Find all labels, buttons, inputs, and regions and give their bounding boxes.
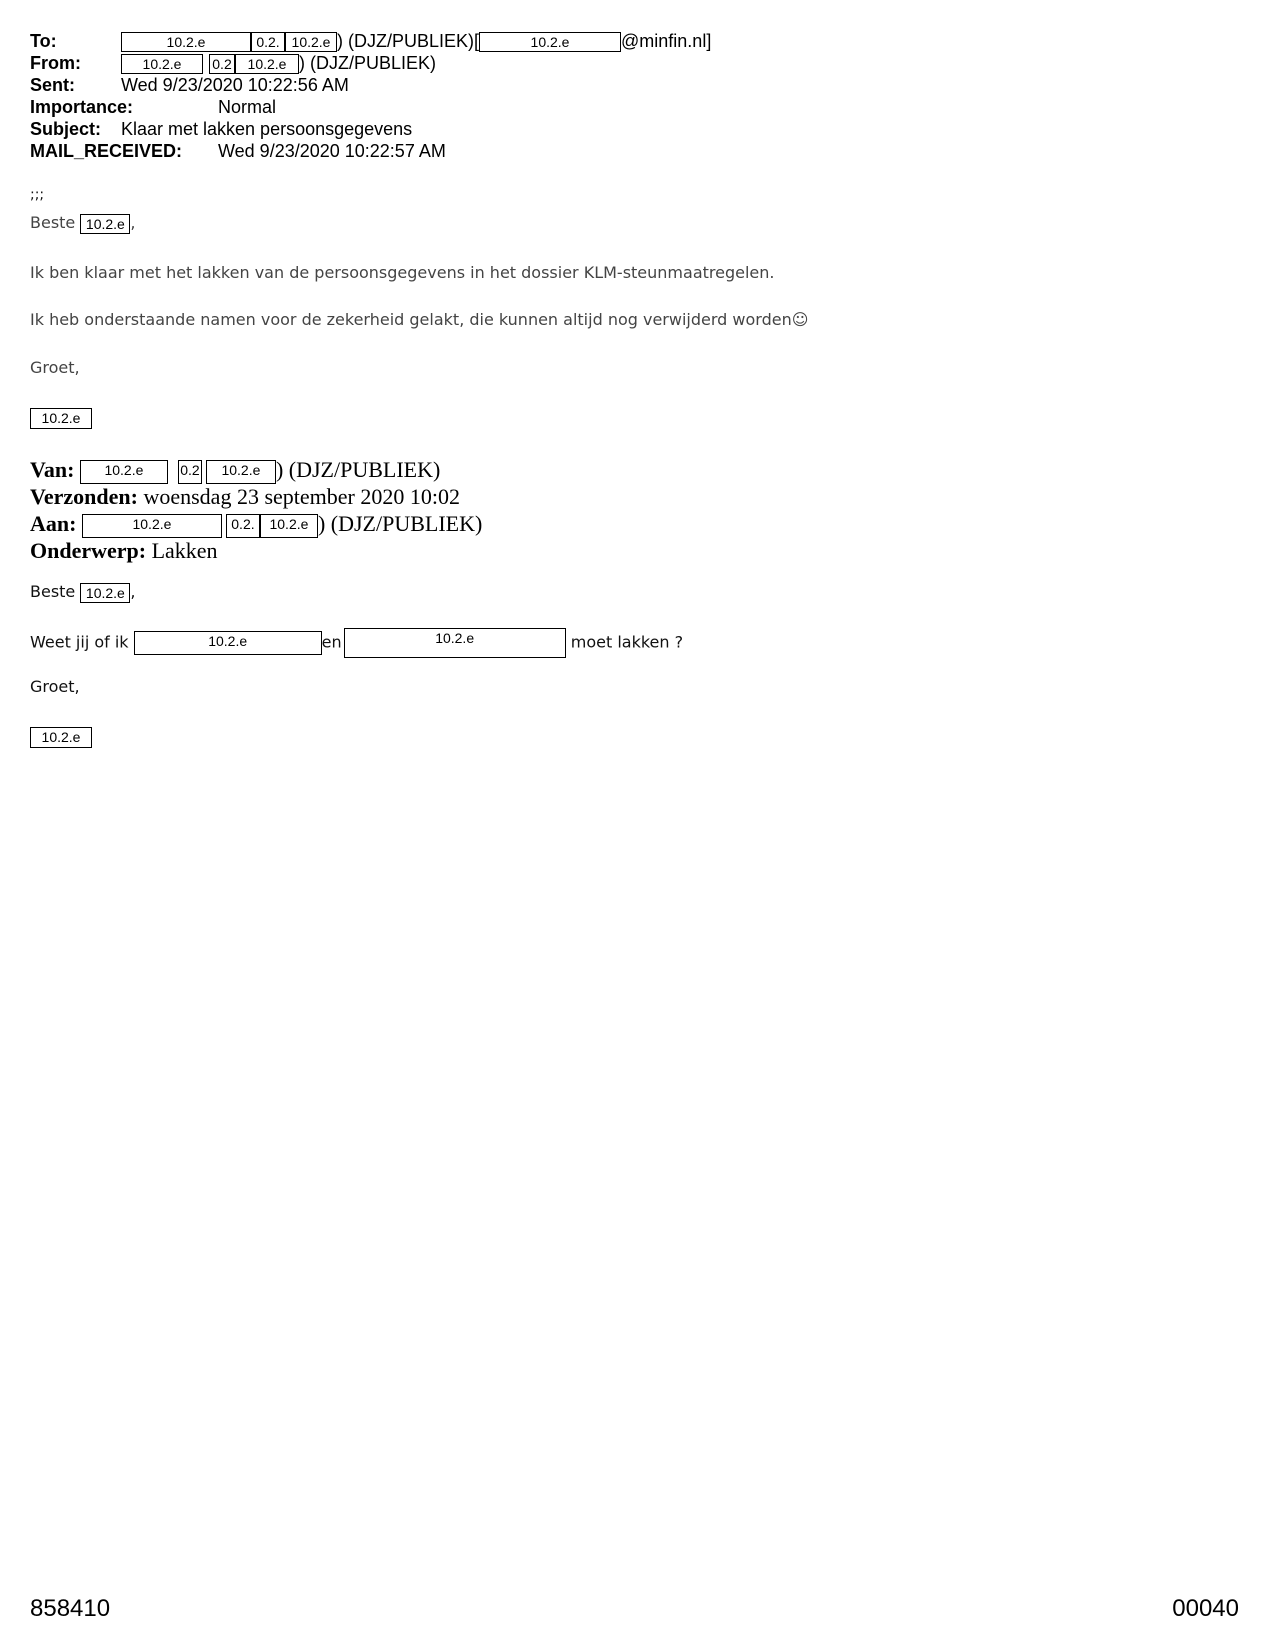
redaction-box: 10.2.e (30, 727, 92, 748)
fwd-closing: Groet, (30, 677, 80, 696)
to-org: ) (DJZ/PUBLIEK)[ (337, 31, 480, 51)
redaction-box: 0.2. (251, 32, 285, 52)
van-row (30, 456, 440, 484)
closing: Groet, (30, 358, 80, 377)
importance-row (30, 96, 276, 118)
van-label: Van: (30, 457, 75, 482)
fwd-greeting-row (30, 582, 135, 603)
redaction-box: 10.2.e (206, 460, 276, 484)
redaction-box: 10.2.e (121, 54, 203, 74)
van-org: ) (DJZ/PUBLIEK) (275, 457, 441, 482)
redaction-box: 10.2.e (134, 631, 322, 655)
fwd-signature-row (30, 727, 92, 748)
aan-label: Aan: (30, 511, 77, 536)
fwd-question-row (30, 628, 683, 658)
fwd-greeting: Beste (30, 582, 76, 601)
redaction-box: 10.2.e (30, 408, 92, 429)
redaction-box: 10.2.e (82, 514, 222, 538)
verzonden-row (30, 483, 460, 511)
sent-label: Sent: (30, 75, 75, 95)
verzonden-label: Verzonden: (30, 484, 138, 509)
question-start: Weet jij of ik (30, 632, 129, 652)
received-value: Wed 9/23/2020 10:22:57 AM (218, 141, 446, 161)
signature-row (30, 408, 92, 429)
verzonden-value: woensdag 23 september 2020 10:02 (143, 484, 460, 509)
redaction-box: 10.2.e (260, 514, 318, 538)
onderwerp-value: Lakken (151, 538, 218, 563)
aan-org: ) (DJZ/PUBLIEK) (317, 511, 483, 536)
to-row (30, 30, 711, 52)
received-row (30, 140, 446, 162)
sent-value: Wed 9/23/2020 10:22:56 AM (121, 75, 349, 95)
greeting-comma: , (130, 213, 136, 232)
fwd-greeting-comma: , (130, 582, 136, 601)
redaction-box: 10.2.e (121, 32, 251, 52)
redaction-box: 10.2.e (80, 214, 130, 234)
question-end: moet lakken ? (570, 632, 684, 652)
redaction-box: 10.2.e (479, 32, 621, 52)
onderwerp-label: Onderwerp: (30, 538, 147, 563)
subject-value: Klaar met lakken persoonsgegevens (121, 119, 413, 139)
to-domain: @minfin.nl] (621, 31, 712, 51)
redaction-box: 10.2.e (285, 32, 337, 52)
from-org: ) (DJZ/PUBLIEK) (299, 53, 437, 73)
received-label: MAIL_RECEIVED: (30, 141, 183, 161)
greeting: Beste (30, 213, 76, 232)
from-label: From: (30, 53, 81, 73)
sent-row (30, 74, 349, 96)
onderwerp-row (30, 537, 218, 565)
separator: ;;; (30, 187, 45, 203)
importance-label: Importance: (30, 97, 134, 117)
body-line-2: Ik heb onderstaande namen voor de zekerheid gelakt, die kunnen altijd nog verwijderd worden☺ (30, 310, 809, 329)
redaction-box: 10.2.e (80, 460, 168, 484)
footer-left-number: 858410 (30, 1595, 111, 1622)
redaction-box: 10.2.e (235, 54, 299, 74)
subject-label: Subject: (30, 119, 102, 139)
footer-right-number: 00040 (1172, 1595, 1239, 1622)
body-line-1: Ik ben klaar met het lakken van de persoonsgegevens in het dossier KLM-steunmaatregelen. (30, 263, 775, 282)
from-row (30, 52, 436, 74)
redaction-box: 10.2.e (344, 628, 566, 658)
importance-value: Normal (218, 97, 277, 117)
redaction-box: 10.2.e (80, 583, 130, 603)
redaction-box: 0.2. (226, 514, 260, 538)
redaction-box: 0.2 (178, 460, 202, 484)
greeting-row (30, 213, 135, 234)
to-label: To: (30, 31, 57, 51)
question-mid: en (321, 632, 342, 652)
subject-row (30, 118, 412, 140)
redaction-box: 0.2 (209, 54, 235, 74)
aan-row (30, 510, 482, 538)
